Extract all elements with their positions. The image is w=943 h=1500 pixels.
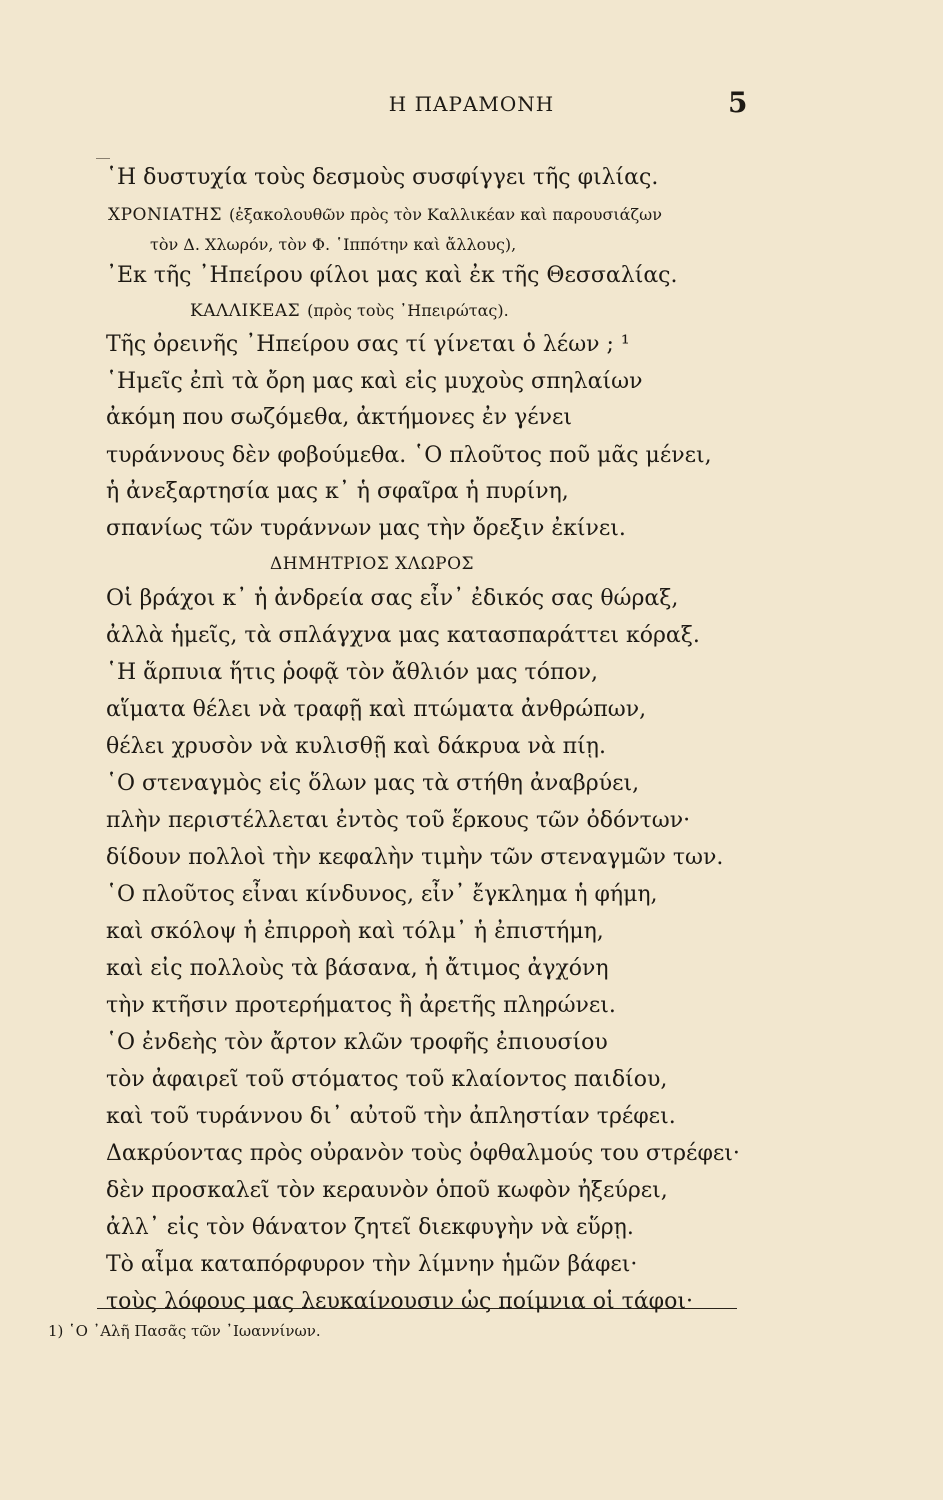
verse-line: καὶ σκόλοψ ἡ ἐπιρροὴ καὶ τόλμ᾿ ἡ ἐπιστήμη, <box>106 919 604 944</box>
verse-line: ῾Ο πλοῦτος εἶναι κίνδυνος, εἶν᾿ ἔγκλημα ἡ φήμη, <box>106 882 658 907</box>
verse-line: ἡ ἀνεξαρτησία μας κ᾿ ἡ σφαῖρα ἡ πυρίνη, <box>106 479 569 504</box>
verse-line: τὴν κτῆσιν προτερήματος ἢ ἀρετῆς πληρώνει. <box>106 993 616 1018</box>
running-title: Η ΠΑΡΑΜΟΝΗ <box>388 92 555 116</box>
stage-direction: τὸν Δ. Χλωρόν, τὸν Φ. ῾Ιππότην καὶ ἄλλους), <box>150 235 517 254</box>
verse-line: Δακρύοντας πρὸς οὐρανὸν τοὺς ὀφθαλμούς του στρέφει· <box>106 1141 740 1166</box>
stage-direction: (ἐξακολουθῶν πρὸς τὸν Καλλικέαν καὶ παρουσιάζων <box>229 205 662 224</box>
verse-line: τοὺς λόφους μας λευκαίνουσιν ὡς ποίμνια οἱ τάφοι· <box>106 1289 693 1314</box>
verse-line: πλὴν περιστέλλεται ἐντὸς τοῦ ἕρκους τῶν ὀδόντων· <box>106 808 691 833</box>
verse-line: Οἱ βράχοι κ᾿ ἡ ἀνδρεία σας εἶν᾿ ἐδικός σας θώραξ, <box>106 586 679 611</box>
verse-line: ᾿Εκ τῆς ᾿Ηπείρου φίλοι μας καὶ ἐκ τῆς Θεσσαλίας. <box>106 263 678 288</box>
verse-line: σπανίως τῶν τυράννων μας τὴν ὄρεξιν ἐκίνει. <box>106 516 626 541</box>
verse-line: ῾Η ἅρπυια ἥτις ῥοφᾷ τὸν ἄθλιόν μας τόπον, <box>106 660 599 685</box>
speaker-name: ΔΗΜΗΤΡΙΟΣ ΧΛΩΡΟΣ <box>270 554 475 574</box>
footnote-divider <box>97 1308 737 1309</box>
verse-line: Τῆς ὀρεινῆς ᾿Ηπείρου σας τί γίνεται ὁ λέων ; ¹ <box>106 332 630 357</box>
verse-line: ῾Ο στεναγμὸς εἰς ὅλων μας τὰ στήθη ἀναβρύει, <box>106 771 640 796</box>
verse-line: καὶ εἰς πολλοὺς τὰ βάσανα, ἡ ἄτιμος ἀγχόνη <box>106 956 609 981</box>
verse-line: αἵματα θέλει νὰ τραφῇ καὶ πτώματα ἀνθρώπων, <box>106 697 647 722</box>
verse-line: ἀκόμη που σωζόμεθα, ἀκτήμονες ἐν γένει <box>106 405 573 430</box>
stage-direction: (πρὸς τοὺς ᾿Ηπειρώτας). <box>307 301 509 320</box>
running-head <box>0 86 943 122</box>
verse-line: θέλει χρυσὸν νὰ κυλισθῇ καὶ δάκρυα νὰ πίῃ. <box>106 734 606 759</box>
verse-line: ἀλλ᾿ εἰς τὸν θάνατον ζητεῖ διεκφυγὴν νὰ εὕρῃ. <box>106 1215 634 1240</box>
verse-line: δὲν προσκαλεῖ τὸν κεραυνὸν ὁποῦ κωφὸν ἠξεύρει, <box>106 1178 668 1203</box>
speaker-name: ΧΡΟΝΙΑΤΗΣ <box>108 205 223 225</box>
verse-line: ῾Ο ἐνδεὴς τὸν ἄρτον κλῶν τροφῆς ἐπιουσίου <box>106 1030 608 1055</box>
verse-line: δίδουν πολλοὶ τὴν κεφαλὴν τιμὴν τῶν στεναγμῶν των. <box>106 845 724 870</box>
footnote: 1) ῾Ο ᾿Αλῆ Πασᾶς τῶν ᾿Ιωαννίνων. <box>48 1322 321 1340</box>
verse-line: ἀλλὰ ἡμεῖς, τὰ σπλάγχνα μας κατασπαράττει κόραξ. <box>106 623 700 648</box>
verse-line: ῾Η δυστυχία τοὺς δεσμοὺς συσφίγγει τῆς φιλίας. <box>106 165 659 190</box>
speaker-name: ΚΑΛΛΙΚΕΑΣ <box>190 301 301 321</box>
margin-mark <box>96 158 110 159</box>
page-number: 5 <box>728 86 748 119</box>
verse-line: τὸν ἀφαιρεῖ τοῦ στόματος τοῦ κλαίοντος παιδίου, <box>106 1067 668 1092</box>
verse-line: καὶ τοῦ τυράννου δι᾿ αὐτοῦ τὴν ἀπληστίαν τρέφει. <box>106 1104 676 1129</box>
verse-line: Τὸ αἷμα καταπόρφυρον τὴν λίμνην ἡμῶν βάφει· <box>106 1252 638 1277</box>
verse-line: ῾Ημεῖς ἐπὶ τὰ ὄρη μας καὶ εἰς μυχοὺς σπηλαίων <box>106 369 643 394</box>
stage-line <box>190 292 509 328</box>
verse-line: τυράννους δὲν φοβούμεθα. ῾Ο πλοῦτος ποῦ μᾶς μένει, <box>106 443 712 468</box>
